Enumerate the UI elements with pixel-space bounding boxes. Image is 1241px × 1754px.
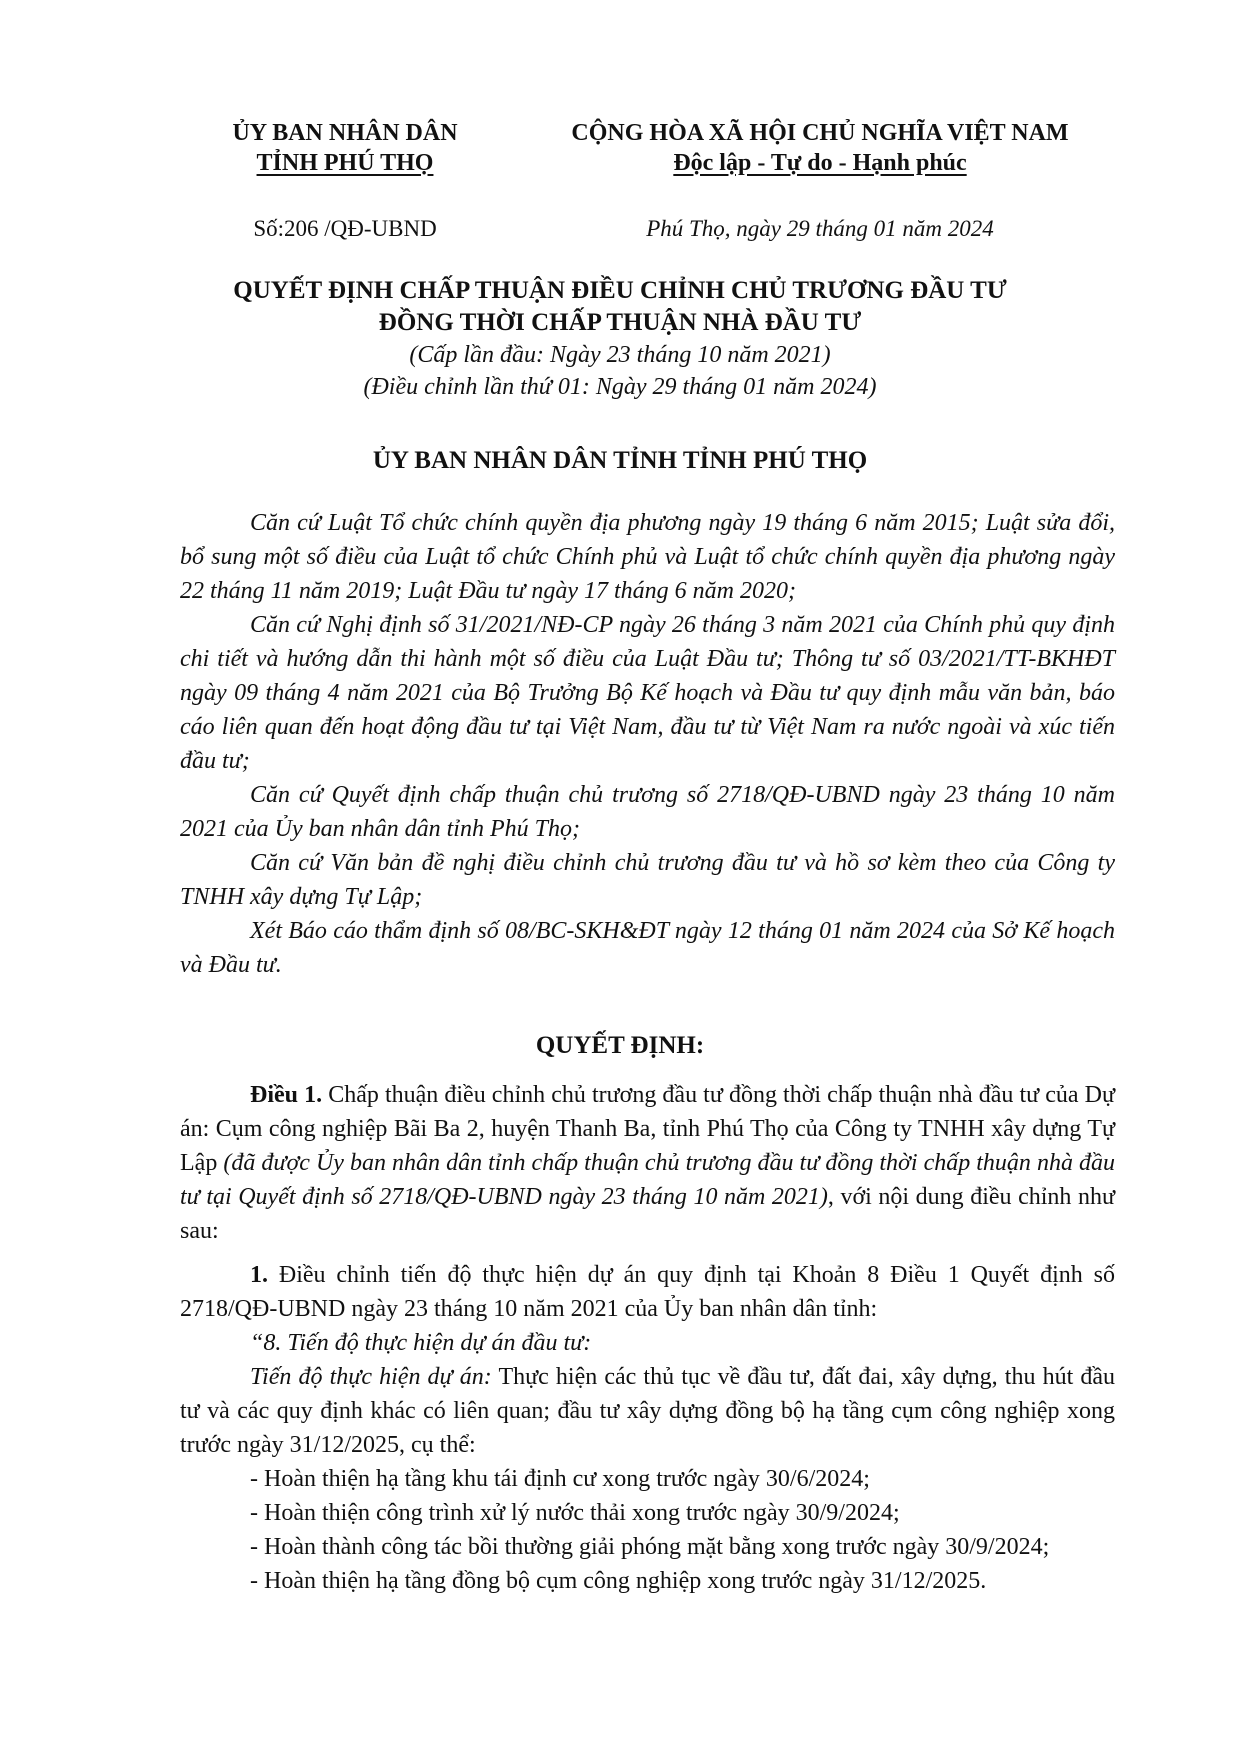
schedule-text: Thực hiện các thủ tục về đầu tư, đất đai, xây dựng, thu hút đầu tư và các quy định khác có liên quan; đầu tư xây dựng đồng bộ hạ tầng cụm công nghiệp xong trước ngày 31/12/2025, cụ thể: [180,1364,1116,1458]
preamble-paragraph: Căn cứ Văn bản đề nghị điều chỉnh chủ trương đầu tư và hồ sơ kèm theo của Công ty TNHH xây dựng Tự Lập; [180,850,1115,910]
title-line-2: ĐỒNG THỜI CHẤP THUẬN NHÀ ĐẦU TƯ [378,309,862,336]
schedule-bullet: - Hoàn thành công tác bồi thường giải phóng mặt bằng xong trước ngày 30/9/2024; [250,1534,1050,1560]
place-and-date: Phú Thọ, ngày 29 tháng 01 năm 2024 [646,216,994,241]
document-number: Số:206 /QĐ-UBND [253,216,437,241]
schedule-bullet: - Hoàn thiện hạ tầng khu tái định cư xong trước ngày 30/6/2024; [250,1466,870,1492]
decision-body [180,1078,1115,1598]
title-line-1: QUYẾT ĐỊNH CHẤP THUẬN ĐIỀU CHỈNH CHỦ TRƯƠNG ĐẦU TƯ [233,277,1007,304]
article-1-text-end: , với nội dung điều chỉnh như sau: [180,1184,1115,1244]
quoted-clause-heading: “8. Tiến độ thực hiện dự án đầu tư: [250,1330,592,1356]
article-1 [180,1078,1115,1248]
preamble-paragraph: Căn cứ Quyết định chấp thuận chủ trương số 2718/QĐ-UBND ngày 23 tháng 10 năm 2021 của Ủy ban nhân dân tỉnh Phú Thọ; [180,782,1115,842]
document-title [90,275,1150,403]
motto: Độc lập - Tự do - Hạnh phúc [673,150,967,176]
preamble-paragraph: Căn cứ Nghị định số 31/2021/NĐ-CP ngày 26 tháng 3 năm 2021 của Chính phủ quy định chi tiết và hướng dẫn thi hành một số điều của Luật Đầu tư; Thông tư số 03/2021/TT-BKHĐT ngày 09 tháng 4 năm 2021 của Bộ Trưởng Bộ Kế hoạch và Đầu tư quy định mẫu văn bản, báo cáo liên quan đến hoạt động đầu tư tại Việt Nam, đầu tư từ Việt Nam ra nước ngoài và xúc tiến đầu tư; [180,612,1115,774]
issued-first-note: (Cấp lần đầu: Ngày 23 tháng 10 năm 2021) [409,342,831,368]
schedule-paragraph [180,1360,1115,1462]
item-1-label: 1. [250,1262,268,1288]
issuing-authority [205,118,485,178]
document-header [0,118,1241,248]
adjustment-note: (Điều chỉnh lần thứ 01: Ngày 29 tháng 01 năm 2024) [363,374,877,400]
preamble-paragraph: Xét Báo cáo thẩm định số 08/BC-SKH&ĐT ngày 12 tháng 01 năm 2024 của Sở Kế hoạch và Đầu tư. [180,918,1115,978]
article-1-label: Điều 1. [250,1082,323,1108]
preamble [180,506,1115,982]
authority-line-2: TỈNH PHÚ THỌ [256,150,434,176]
article-1-text: Chấp thuận điều chỉnh chủ trương đầu tư đồng thời chấp thuận nhà đầu tư của Dự án: Cụm công nghiệp Bãi Ba 2, huyện Thanh Ba, tỉnh Phú Thọ của Công ty TNHH xây dựng Tự Lập [180,1082,1116,1176]
schedule-label: Tiến độ thực hiện dự án: [250,1364,492,1390]
authority-line-1: ỦY BAN NHÂN DÂN [232,120,458,146]
schedule-bullet: - Hoàn thiện hạ tầng đồng bộ cụm công nghiệp xong trước ngày 31/12/2025. [250,1568,987,1594]
national-motto [530,118,1110,178]
country-name: CỘNG HÒA XÃ HỘI CHỦ NGHĨA VIỆT NAM [571,120,1069,146]
decision-heading: QUYẾT ĐỊNH: [535,1032,705,1059]
article-1-note: (đã được Ủy ban nhân dân tỉnh chấp thuận chủ trương đầu tư đồng thời chấp thuận nhà đầu tư tại Quyết định số 2718/QĐ-UBND ngày 23 tháng 10 năm 2021) [180,1150,1116,1210]
item-1 [180,1258,1115,1326]
authority-heading: ỦY BAN NHÂN DÂN TỈNH TỈNH PHÚ THỌ [372,447,868,474]
preamble-paragraph: Căn cứ Luật Tổ chức chính quyền địa phương ngày 19 tháng 6 năm 2015; Luật sửa đổi, bổ sung một số điều của Luật tổ chức Chính phủ và Luật tổ chức chính quyền địa phương ngày 22 tháng 11 năm 2019; Luật Đầu tư ngày 17 tháng 6 năm 2020; [180,510,1115,604]
item-1-text: Điều chỉnh tiến độ thực hiện dự án quy định tại Khoản 8 Điều 1 Quyết định số 2718/QĐ-UBND ngày 23 tháng 10 năm 2021 của Ủy ban nhân dân tỉnh: [180,1262,1115,1322]
schedule-bullet: - Hoàn thiện công trình xử lý nước thải xong trước ngày 30/9/2024; [250,1500,900,1526]
